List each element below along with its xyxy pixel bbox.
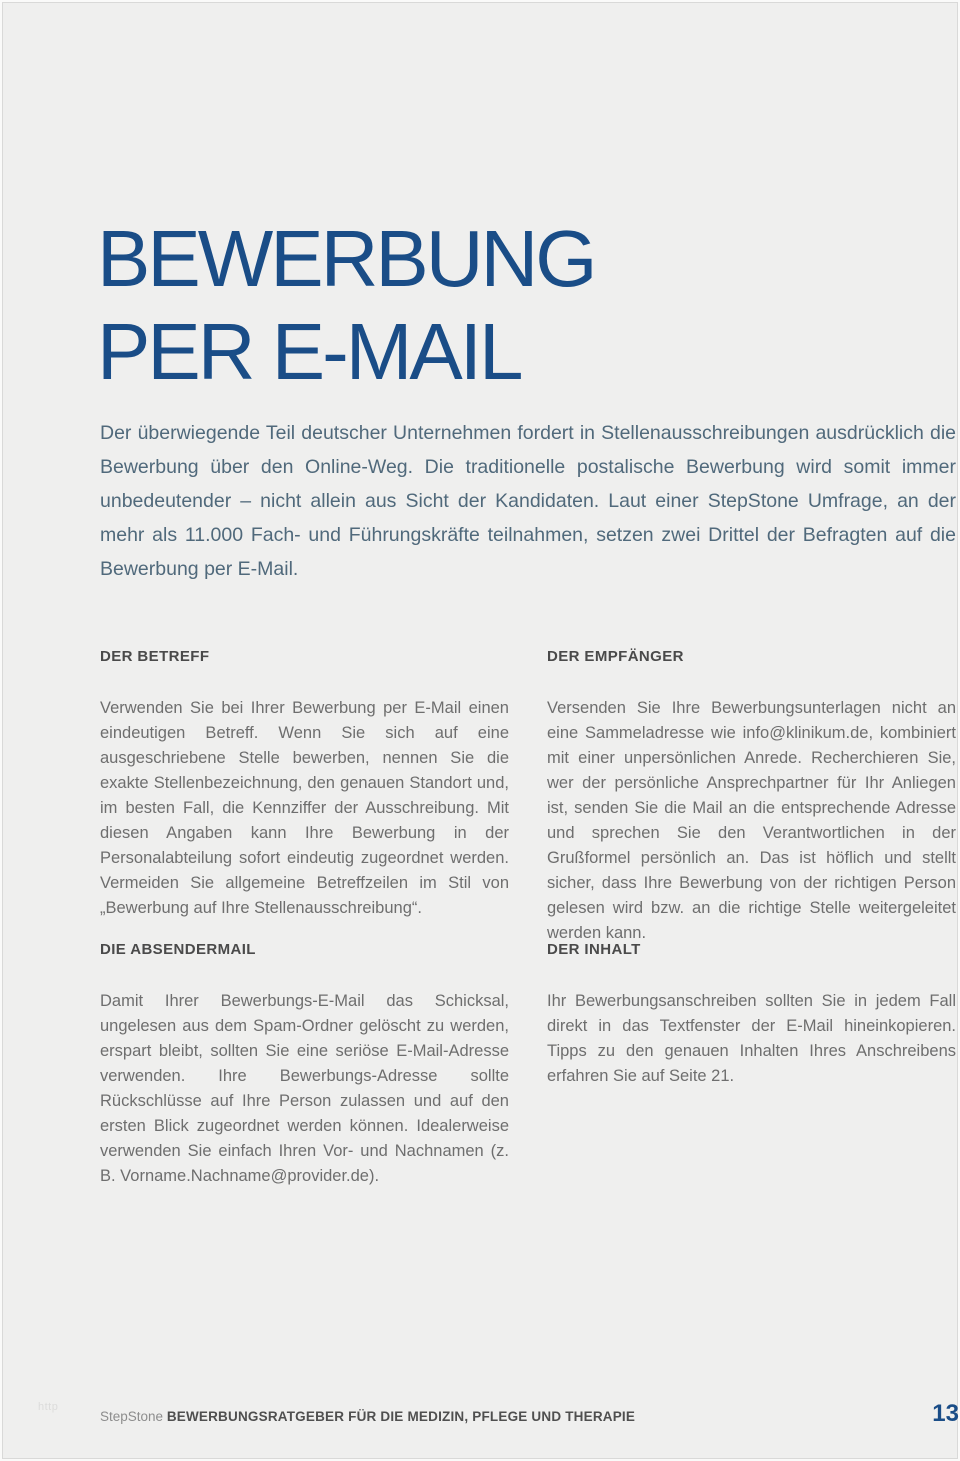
footer-watermark: http	[38, 1401, 59, 1413]
footer-brand-name: StepStone	[100, 1409, 167, 1424]
page-title-line1: BEWERBUNG	[97, 213, 595, 303]
section-heading-inhalt: DER INHALT	[547, 941, 641, 958]
section-heading-betreff: DER BETREFF	[100, 648, 210, 665]
section-heading-absendermail: DIE ABSENDERMAIL	[100, 941, 256, 958]
page-title-line2: PER E-MAIL	[97, 306, 521, 396]
intro-paragraph: Der überwiegende Teil deutscher Unternehmen fordert in Stellenausschreibungen ausdrücklich die Bewerbung über den Online-Weg. Die traditionelle postalische Bewerbung wird somit immer unbedeutender – nicht allein aus Sicht der Kandidaten. Laut einer StepStone Umfrage, an der mehr als 11.000 Fach- und Führungskräfte teilnahmen, setzen zwei Drittel der Befragten auf die Bewerbung per E-Mail.	[100, 421, 956, 580]
footer-booklet-title: BEWERBUNGSRATGEBER FÜR DIE MEDIZIN, PFLEGE UND THERAPIE	[166, 1409, 636, 1424]
section-body-inhalt: Ihr Bewerbungsanschreiben sollten Sie in jedem Fall direkt in das Textfenster der E-Mail hineinkopieren. Tipps zu den genauen Inhalten Ihres Anschreibens erfahren Sie auf Seite 21.	[547, 992, 956, 1085]
section-body-empfaenger: Versenden Sie Ihre Bewerbungsunterlagen nicht an eine Sammeladresse wie info@klinikum.de, kombiniert mit einer unpersönlichen Anrede. Recherchieren Sie, wer der persönliche Ansprechpartner für Ihr Anliegen ist, senden Sie die Mail an die entsprechende Adresse und sprechen Sie den Verantwortlichen in der Grußformel persönlich an. Das ist höflich und stellt sicher, dass Ihre Bewerbung von der richtigen Person gelesen wird bzw. an die richtige Stelle weitergeleitet werden kann.	[547, 699, 956, 942]
page-title	[97, 212, 595, 398]
section-body-absendermail: Damit Ihrer Bewerbungs-E-Mail das Schicksal, ungelesen aus dem Spam-Ordner gelöscht zu werden, erspart bleibt, sollten Sie eine seriöse E-Mail-Adresse verwenden. Ihre Bewerbungs-Adresse sollte Rückschlüsse auf Ihre Person zulassen und auf den ersten Blick zugeordnet werden können. Idealerweise verwenden Sie einfach Ihren Vor- und Nachnamen (z. B. Vorname.Nachname@provider.de).	[100, 992, 509, 1185]
footer-brand-line	[100, 1409, 635, 1424]
section-body-betreff: Verwenden Sie bei Ihrer Bewerbung per E-Mail einen eindeutigen Betreff. Wenn Sie sich auf eine ausgeschriebene Stelle bewerben, nennen Sie die exakte Stellenbezeichnung, den genauen Standort und, im besten Fall, die Kennziffer der Ausschreibung. Mit diesen Angaben kann Ihre Bewerbung in der Personalabteilung sofort eindeutig zugeordnet werden. Vermeiden Sie allgemeine Betreffzeilen im Stil von „Bewerbung auf Ihre Stellenausschreibung“.	[100, 699, 509, 917]
two-column-layout	[100, 648, 956, 1189]
page-number: 13	[932, 1400, 959, 1427]
section-heading-empfaenger: DER EMPFÄNGER	[547, 648, 684, 665]
